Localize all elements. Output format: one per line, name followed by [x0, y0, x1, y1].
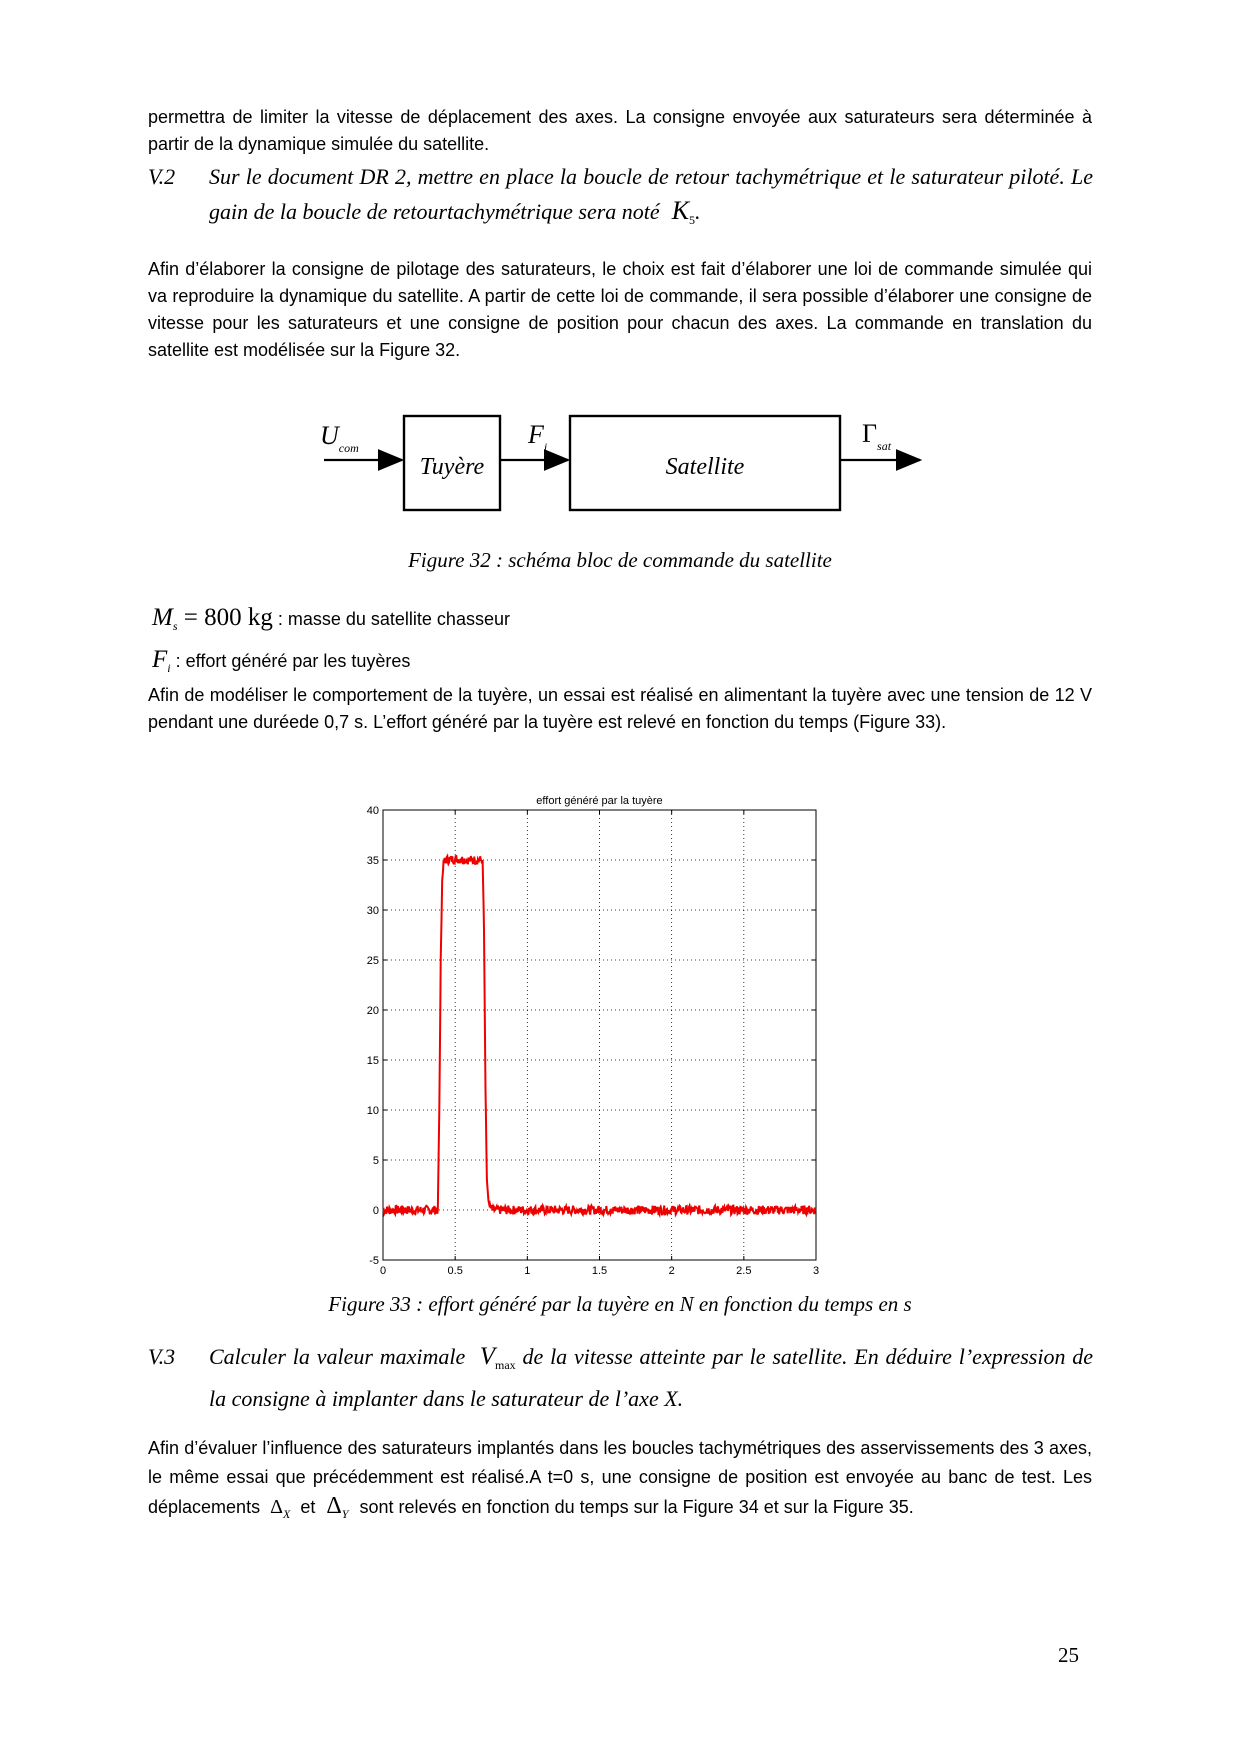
output-label: $\Gamma_{sat}$ — [862, 419, 892, 453]
y-tick-label: 20 — [366, 1005, 379, 1017]
x-tick-label: 1 — [524, 1265, 531, 1277]
question-v2 — [148, 160, 1098, 230]
x-tick-label: 0 — [379, 1265, 387, 1277]
x-tick-label: 0.5 — [447, 1265, 463, 1277]
paragraph-command-law: Afin d’élaborer la consigne de pilotage des saturateurs, le choix est fait d’élaborer une loi de commande simulée qui va reproduire la dynamique du satellite. A partir de cette loi de commande, il sera possible d’élaborer une consigne de vitesse pour les saturateurs et une consigne de position pour chacun des axes. La commande en translation du satellite est modélisée sur la Figure 32. — [148, 259, 1092, 360]
figure-32-caption: Figure 32 : schéma bloc de commande du satellite — [408, 548, 832, 572]
symbol-vmax: $V_{max}$ — [479, 1343, 516, 1372]
y-tick-label: 30 — [366, 905, 379, 917]
question-v3 — [148, 1340, 1098, 1410]
question-text: Sur le document DR 2, mettre en place la boucle de retour tachymétrique et le saturateur piloté. Le gain de la boucle de retourtachymétrique sera noté $K_5$. — [209, 164, 1093, 227]
question-number: V.2 — [148, 164, 176, 189]
symbol-delta-y: $\Delta_Y$ — [326, 1493, 349, 1521]
effort-chart — [340, 784, 900, 1286]
definition-force: $F_i$ : effort généré par les tuyères — [152, 646, 411, 675]
symbol-fi: $F_i$ — [152, 646, 171, 675]
symbol-k5: $K_5$ — [671, 196, 696, 227]
y-tick-label: 0 — [372, 1205, 379, 1217]
y-tick-label: 10 — [366, 1105, 379, 1117]
question-text: Calculer la valeur maximale $V_{max}$ de la vitesse atteinte par le satellite. En déduire l’expression de la consigne à implanter dans le saturateur de l’axe X. — [209, 1343, 1094, 1411]
x-tick-label: 2.5 — [736, 1265, 752, 1277]
satellite-label: Satellite — [665, 454, 745, 480]
block-diagram-fig32 — [300, 410, 940, 520]
y-tick-label: 40 — [366, 805, 379, 817]
definition-mass: $M_s = 800$ kg : masse du satellite chasseur — [152, 604, 510, 633]
x-tick-label: 1.5 — [591, 1265, 608, 1277]
paragraph-intro: permettra de limiter la vitesse de déplacement des axes. La consigne envoyée aux saturateurs sera déterminée à partir de la dynamique simulée du satellite. — [148, 107, 1092, 154]
paragraph-saturators: Afin d’évaluer l’influence des saturateurs implantés dans les boucles tachymétriques des asservissements des 3 axes, le même essai que précédemment est réalisé.A t=0 s, une consigne de position est envoyée au banc de test. Les déplacements $\Delta_X$ et $\Delta_Y$ sont relevés en fonction du temps sur la Figure 34 et sur la Figure 35. — [148, 1438, 1092, 1521]
y-tick-label: 35 — [366, 855, 379, 867]
paragraph-test: Afin de modéliser le comportement de la tuyère, un essai est réalisé en alimentant la tuyère avec une tension de 12 V pendant une duréede 0,7 s. L’effort généré par la tuyère est relevé en fonction du temps (Figure 33). — [148, 685, 1092, 732]
input-label: $U_{com}$ — [320, 421, 359, 455]
x-tick-label: 3 — [812, 1265, 820, 1277]
y-tick-label: -5 — [369, 1255, 379, 1267]
force-label: $F_i$ — [528, 420, 548, 454]
question-number: V.3 — [148, 1344, 176, 1369]
y-tick-label: 5 — [372, 1155, 379, 1167]
y-tick-label: 15 — [366, 1055, 379, 1067]
y-tick-label: 25 — [366, 955, 379, 967]
chart-title: effort généré par la tuyère — [536, 795, 663, 807]
tuyere-label: Tuyère — [419, 454, 485, 480]
page-number: 25 — [1058, 1643, 1079, 1667]
symbol-delta-x: $\Delta_X$ — [270, 1496, 291, 1521]
symbol-ms: $M_s$ — [152, 604, 178, 633]
x-tick-label: 2 — [668, 1265, 675, 1277]
figure-33-caption: Figure 33 : effort généré par la tuyère en N en fonction du temps en s — [328, 1292, 912, 1316]
